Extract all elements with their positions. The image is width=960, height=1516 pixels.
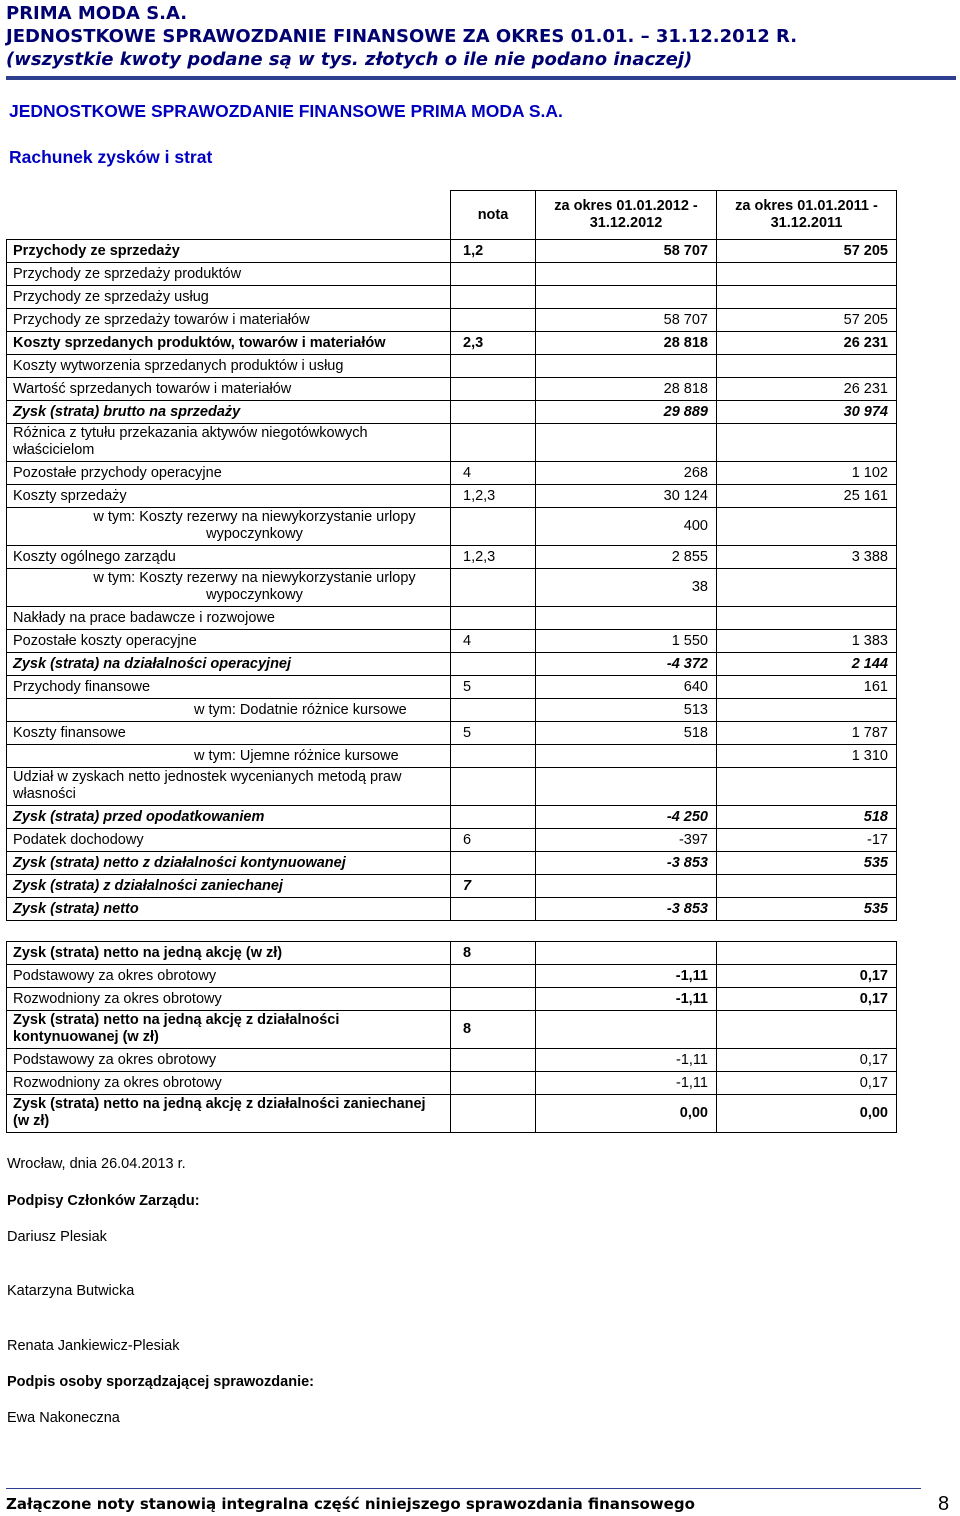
row-value-2012	[536, 768, 717, 806]
row-value-2012: 640	[536, 676, 717, 699]
row-nota: 7	[451, 875, 536, 898]
table-header-row	[7, 191, 897, 240]
row-value-2011: 30 974	[717, 401, 897, 424]
row-nota: 1,2,3	[451, 546, 536, 569]
row-value-2012: -1,11	[536, 965, 717, 988]
row-value-2012	[536, 942, 717, 965]
row-value-2012: 29 889	[536, 401, 717, 424]
row-value-2011: 1 310	[717, 745, 897, 768]
row-value-2012	[536, 875, 717, 898]
table-row	[7, 309, 897, 332]
row-value-2011: 2 144	[717, 653, 897, 676]
row-value-2011: 1 383	[717, 630, 897, 653]
row-value-2012: 518	[536, 722, 717, 745]
row-value-2012: 268	[536, 462, 717, 485]
row-nota	[451, 401, 536, 424]
row-nota	[451, 607, 536, 630]
row-label: Różnica z tytułu przekazania aktywów niegotówkowych właścicielom	[7, 424, 451, 462]
section-title: JEDNOSTKOWE SPRAWOZDANIE FINANSOWE PRIMA MODA S.A.	[9, 101, 563, 121]
row-nota	[451, 988, 536, 1011]
row-value-2011: 0,17	[717, 965, 897, 988]
row-label: Przychody ze sprzedaży	[7, 240, 451, 263]
row-nota	[451, 424, 536, 462]
row-value-2012: 0,00	[536, 1095, 717, 1133]
row-nota	[451, 378, 536, 401]
row-label: Rozwodniony za okres obrotowy	[7, 1072, 451, 1095]
row-value-2012: -1,11	[536, 1049, 717, 1072]
row-nota: 8	[451, 1011, 536, 1049]
row-value-2011	[717, 942, 897, 965]
row-value-2011	[717, 875, 897, 898]
row-nota	[451, 1095, 536, 1133]
row-nota: 2,3	[451, 332, 536, 355]
page-number: 8	[938, 1493, 950, 1515]
table-row	[7, 988, 897, 1011]
row-nota	[451, 1049, 536, 1072]
row-value-2011: 0,17	[717, 988, 897, 1011]
table-row	[7, 1011, 897, 1049]
table-row	[7, 965, 897, 988]
row-value-2012: 38	[536, 569, 717, 607]
table-row	[7, 806, 897, 829]
row-nota	[451, 355, 536, 378]
row-nota	[451, 286, 536, 309]
row-value-2012: 28 818	[536, 378, 717, 401]
table-row	[7, 1095, 897, 1133]
table-row	[7, 630, 897, 653]
row-value-2011: 0,17	[717, 1049, 897, 1072]
row-value-2012	[536, 286, 717, 309]
row-value-2012	[536, 424, 717, 462]
row-value-2011	[717, 263, 897, 286]
row-value-2012: 58 707	[536, 240, 717, 263]
table-row	[7, 722, 897, 745]
row-nota	[451, 569, 536, 607]
table-row	[7, 942, 897, 965]
row-value-2011: -17	[717, 829, 897, 852]
row-value-2011	[717, 424, 897, 462]
row-nota	[451, 852, 536, 875]
table-row	[7, 424, 897, 462]
table-row	[7, 401, 897, 424]
row-label: Nakłady na prace badawcze i rozwojowe	[7, 607, 451, 630]
row-label: Zysk (strata) netto	[7, 898, 451, 921]
row-label: Udział w zyskach netto jednostek wycenianych metodą praw własności	[7, 768, 451, 806]
board-member-2: Katarzyna Butwicka	[7, 1283, 135, 1299]
row-value-2012: -397	[536, 829, 717, 852]
row-value-2011: 0,00	[717, 1095, 897, 1133]
company-name: PRIMA MODA S.A.	[6, 3, 188, 24]
row-nota	[451, 898, 536, 921]
table-row	[7, 875, 897, 898]
table-row	[7, 768, 897, 806]
table-row	[7, 607, 897, 630]
table-row	[7, 852, 897, 875]
table-row	[7, 898, 897, 921]
row-value-2012: -3 853	[536, 898, 717, 921]
preparer-heading: Podpis osoby sporządzającej sprawozdanie:	[7, 1374, 314, 1390]
row-label: Zysk (strata) przed opodatkowaniem	[7, 806, 451, 829]
row-value-2012	[536, 355, 717, 378]
row-nota: 1,2	[451, 240, 536, 263]
row-value-2012: -3 853	[536, 852, 717, 875]
row-nota: 4	[451, 462, 536, 485]
row-label: w tym: Ujemne różnice kursowe	[7, 745, 451, 768]
row-value-2012: -1,11	[536, 1072, 717, 1095]
row-value-2011: 26 231	[717, 332, 897, 355]
row-label: w tym: Koszty rezerwy na niewykorzystanie urlopy wypoczynkowy	[7, 569, 451, 607]
board-signatures-heading: Podpisy Członków Zarządu:	[7, 1193, 200, 1209]
row-nota	[451, 806, 536, 829]
row-value-2012: -4 250	[536, 806, 717, 829]
row-value-2012: -1,11	[536, 988, 717, 1011]
header-rule	[6, 76, 956, 80]
row-value-2012: 30 124	[536, 485, 717, 508]
row-label: Podstawowy za okres obrotowy	[7, 965, 451, 988]
row-label: Przychody ze sprzedaży towarów i materiałów	[7, 309, 451, 332]
report-title: JEDNOSTKOWE SPRAWOZDANIE FINANSOWE ZA OKRES 01.01. – 31.12.2012 R.	[6, 26, 798, 47]
row-value-2011: 3 388	[717, 546, 897, 569]
row-value-2011: 57 205	[717, 240, 897, 263]
row-nota: 4	[451, 630, 536, 653]
row-value-2012: 2 855	[536, 546, 717, 569]
row-label: Koszty sprzedanych produktów, towarów i materiałów	[7, 332, 451, 355]
row-value-2011	[717, 607, 897, 630]
row-label: Koszty finansowe	[7, 722, 451, 745]
row-nota: 5	[451, 676, 536, 699]
row-nota	[451, 653, 536, 676]
table-row	[7, 546, 897, 569]
row-value-2011	[717, 921, 897, 942]
row-nota	[451, 768, 536, 806]
row-label: Zysk (strata) netto na jedną akcję z działalności kontynuowanej (w zł)	[7, 1011, 451, 1049]
row-value-2011: 161	[717, 676, 897, 699]
header-nota: nota	[451, 191, 536, 240]
row-nota	[451, 965, 536, 988]
row-value-2011	[717, 286, 897, 309]
row-label: Zysk (strata) netto z działalności kontynuowanej	[7, 852, 451, 875]
table-row	[7, 653, 897, 676]
row-value-2012: 28 818	[536, 332, 717, 355]
table-row	[7, 745, 897, 768]
table-row	[7, 485, 897, 508]
table-row	[7, 569, 897, 607]
row-value-2011: 518	[717, 806, 897, 829]
table-row	[7, 263, 897, 286]
row-value-2011: 1 102	[717, 462, 897, 485]
row-value-2011	[717, 699, 897, 722]
row-label: Zysk (strata) netto na jedną akcję z działalności zaniechanej (w zł)	[7, 1095, 451, 1133]
statement-title: Rachunek zysków i strat	[9, 147, 213, 167]
row-label: Przychody finansowe	[7, 676, 451, 699]
header-2012: za okres 01.01.2012 - 31.12.2012	[536, 191, 717, 240]
table-row	[7, 462, 897, 485]
row-label: Wartość sprzedanych towarów i materiałów	[7, 378, 451, 401]
income-statement-table	[6, 190, 897, 1133]
row-value-2011: 25 161	[717, 485, 897, 508]
row-value-2012: 513	[536, 699, 717, 722]
row-value-2011	[717, 355, 897, 378]
row-label: Podstawowy za okres obrotowy	[7, 1049, 451, 1072]
row-label: Podatek dochodowy	[7, 829, 451, 852]
row-value-2012: 58 707	[536, 309, 717, 332]
row-value-2012: -4 372	[536, 653, 717, 676]
row-label: Przychody ze sprzedaży produktów	[7, 263, 451, 286]
row-nota	[451, 699, 536, 722]
table-row	[7, 286, 897, 309]
row-nota	[451, 1072, 536, 1095]
row-nota: 6	[451, 829, 536, 852]
row-value-2012	[536, 921, 717, 942]
row-value-2012: 1 550	[536, 630, 717, 653]
table-row	[7, 1072, 897, 1095]
row-value-2012	[536, 1011, 717, 1049]
row-nota: 8	[451, 942, 536, 965]
document-header	[6, 2, 956, 71]
table-row	[7, 676, 897, 699]
row-value-2012: 400	[536, 508, 717, 546]
table-row	[7, 1049, 897, 1072]
row-label: Koszty ogólnego zarządu	[7, 546, 451, 569]
row-value-2011	[717, 1011, 897, 1049]
row-label: Zysk (strata) z działalności zaniechanej	[7, 875, 451, 898]
table-row	[7, 829, 897, 852]
row-nota: 1,2,3	[451, 485, 536, 508]
row-label: Rozwodniony za okres obrotowy	[7, 988, 451, 1011]
row-value-2011	[717, 569, 897, 607]
row-value-2012	[536, 263, 717, 286]
table-row	[7, 355, 897, 378]
row-nota	[451, 745, 536, 768]
row-value-2011: 535	[717, 852, 897, 875]
table-row	[7, 332, 897, 355]
table-row	[7, 699, 897, 722]
row-value-2011: 26 231	[717, 378, 897, 401]
row-label: Przychody ze sprzedaży usług	[7, 286, 451, 309]
footer-rule	[6, 1488, 921, 1489]
table-row	[7, 921, 897, 942]
row-label: Zysk (strata) netto na jedną akcję (w zł)	[7, 942, 451, 965]
row-label: Koszty wytworzenia sprzedanych produktów i usług	[7, 355, 451, 378]
row-label: Zysk (strata) brutto na sprzedaży	[7, 401, 451, 424]
amounts-note: (wszystkie kwoty podane są w tys. złotych o ile nie podano inaczej)	[6, 49, 693, 70]
preparer-name: Ewa Nakoneczna	[7, 1410, 120, 1426]
row-value-2011	[717, 768, 897, 806]
row-nota: 5	[451, 722, 536, 745]
row-value-2011	[717, 508, 897, 546]
row-label: Zysk (strata) na działalności operacyjnej	[7, 653, 451, 676]
row-nota	[451, 508, 536, 546]
row-label: w tym: Koszty rezerwy na niewykorzystanie urlopy wypoczynkowy	[7, 508, 451, 546]
row-label: Pozostałe koszty operacyjne	[7, 630, 451, 653]
footer-note: Załączone noty stanowią integralna część niniejszego sprawozdania finansowego	[6, 1495, 695, 1513]
table-row	[7, 378, 897, 401]
row-label	[7, 921, 451, 942]
row-nota	[451, 263, 536, 286]
header-blank-cell	[7, 191, 451, 240]
row-label: w tym: Dodatnie różnice kursowe	[7, 699, 451, 722]
row-label: Koszty sprzedaży	[7, 485, 451, 508]
row-label: Pozostałe przychody operacyjne	[7, 462, 451, 485]
board-member-3: Renata Jankiewicz-Plesiak	[7, 1338, 180, 1354]
board-member-1: Dariusz Plesiak	[7, 1229, 107, 1245]
row-value-2011: 57 205	[717, 309, 897, 332]
table-row	[7, 508, 897, 546]
header-2011: za okres 01.01.2011 - 31.12.2011	[717, 191, 897, 240]
row-nota	[451, 309, 536, 332]
table-row	[7, 240, 897, 263]
row-value-2012	[536, 607, 717, 630]
row-nota	[451, 921, 536, 942]
row-value-2011: 1 787	[717, 722, 897, 745]
place-date: Wrocław, dnia 26.04.2013 r.	[7, 1156, 186, 1172]
row-value-2012	[536, 745, 717, 768]
row-value-2011: 0,17	[717, 1072, 897, 1095]
row-value-2011: 535	[717, 898, 897, 921]
